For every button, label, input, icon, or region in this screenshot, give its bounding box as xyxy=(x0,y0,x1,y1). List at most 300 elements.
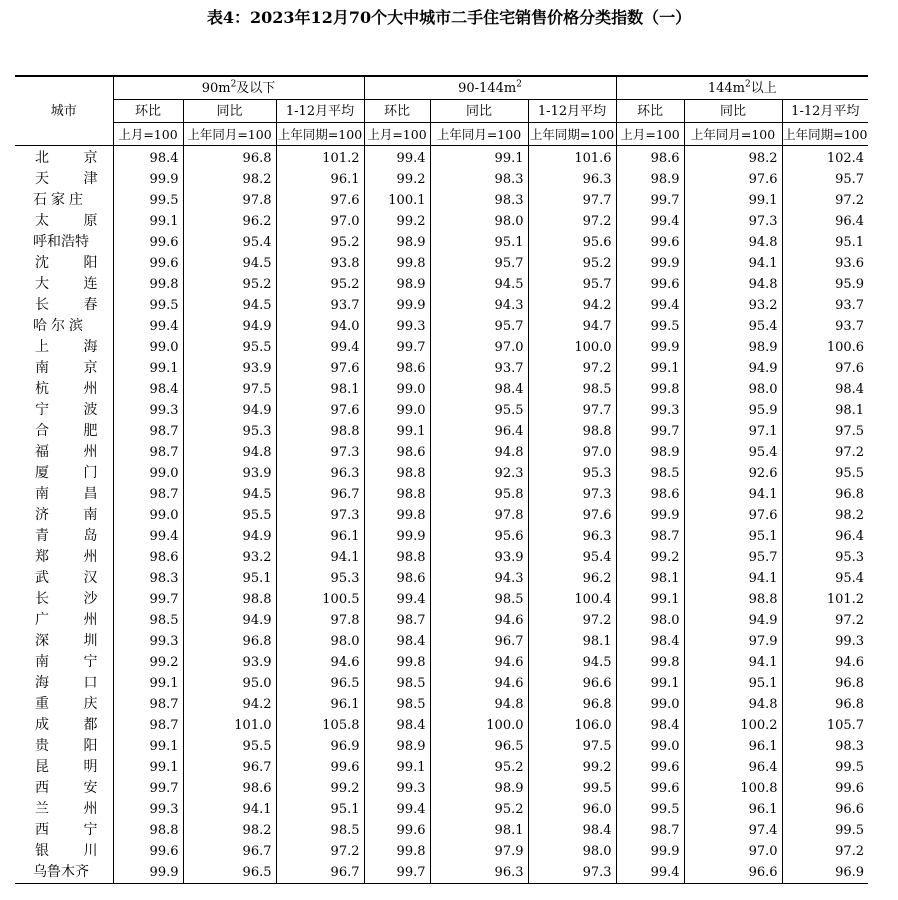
index-value: 96.4 xyxy=(684,757,782,778)
table-row xyxy=(15,799,868,820)
index-value: 98.9 xyxy=(364,736,430,757)
index-value: 106.0 xyxy=(528,715,616,736)
index-value: 99.8 xyxy=(364,652,430,673)
index-value: 99.8 xyxy=(364,253,430,274)
index-value: 94.6 xyxy=(430,673,528,694)
index-value: 97.2 xyxy=(276,841,364,862)
city-name: 杭州 xyxy=(35,381,98,397)
index-value: 99.7 xyxy=(364,337,430,358)
index-value: 98.5 xyxy=(113,610,183,631)
index-value: 95.8 xyxy=(430,484,528,505)
index-value: 94.3 xyxy=(430,568,528,589)
index-value: 98.0 xyxy=(528,841,616,862)
index-value: 99.5 xyxy=(782,820,868,841)
city-name: 哈尔滨 xyxy=(33,318,87,334)
index-value: 99.5 xyxy=(616,799,684,820)
index-value: 99.8 xyxy=(113,274,183,295)
index-value: 98.4 xyxy=(113,379,183,400)
index-value: 93.2 xyxy=(183,547,276,568)
index-value: 97.2 xyxy=(528,358,616,379)
index-value: 99.1 xyxy=(113,673,183,694)
city-name: 长沙 xyxy=(35,591,98,607)
table-row xyxy=(15,610,868,631)
index-value: 99.4 xyxy=(364,146,430,170)
index-value: 95.2 xyxy=(430,799,528,820)
index-value: 99.4 xyxy=(616,211,684,232)
index-value: 96.4 xyxy=(782,526,868,547)
index-value: 99.5 xyxy=(616,316,684,337)
index-value: 95.5 xyxy=(782,463,868,484)
table-row xyxy=(15,358,868,379)
index-value: 99.0 xyxy=(364,400,430,421)
index-value: 98.5 xyxy=(616,463,684,484)
table-row xyxy=(15,589,868,610)
index-value: 99.9 xyxy=(616,337,684,358)
table-row xyxy=(15,715,868,736)
index-value: 97.0 xyxy=(528,442,616,463)
index-value: 99.7 xyxy=(113,778,183,799)
index-value: 99.7 xyxy=(616,421,684,442)
index-value: 94.1 xyxy=(684,568,782,589)
index-value: 92.6 xyxy=(684,463,782,484)
city-name: 南宁 xyxy=(35,654,98,670)
city-name: 济南 xyxy=(35,507,98,523)
index-value: 93.6 xyxy=(782,253,868,274)
index-value: 100.0 xyxy=(430,715,528,736)
index-value: 97.8 xyxy=(276,610,364,631)
index-value: 94.5 xyxy=(183,295,276,316)
index-value: 98.8 xyxy=(684,589,782,610)
index-value: 98.6 xyxy=(183,778,276,799)
index-value: 99.1 xyxy=(113,358,183,379)
index-value: 97.2 xyxy=(782,442,868,463)
index-value: 94.9 xyxy=(183,316,276,337)
index-value: 95.9 xyxy=(684,400,782,421)
index-value: 97.5 xyxy=(528,736,616,757)
index-value: 98.1 xyxy=(276,379,364,400)
table-row xyxy=(15,862,868,884)
index-value: 96.1 xyxy=(276,694,364,715)
index-value: 98.6 xyxy=(364,568,430,589)
city-name: 成都 xyxy=(35,717,98,733)
index-value: 97.2 xyxy=(528,211,616,232)
index-value: 98.6 xyxy=(113,547,183,568)
index-value: 97.2 xyxy=(782,190,868,211)
index-value: 96.3 xyxy=(430,862,528,884)
index-value: 95.2 xyxy=(183,274,276,295)
index-value: 99.4 xyxy=(364,589,430,610)
index-value: 94.8 xyxy=(183,442,276,463)
index-value: 97.6 xyxy=(782,358,868,379)
index-value: 99.1 xyxy=(616,673,684,694)
index-value: 99.1 xyxy=(684,190,782,211)
table-row xyxy=(15,442,868,463)
index-value: 96.9 xyxy=(276,736,364,757)
base-header: 上年同月=100 xyxy=(684,123,782,146)
index-value: 97.6 xyxy=(528,505,616,526)
sub-header: 同比 xyxy=(183,100,276,123)
index-value: 98.0 xyxy=(430,211,528,232)
city-name: 宁波 xyxy=(35,402,98,418)
index-value: 95.3 xyxy=(782,547,868,568)
index-value: 96.0 xyxy=(528,799,616,820)
index-value: 99.9 xyxy=(616,841,684,862)
index-value: 94.6 xyxy=(430,610,528,631)
index-value: 99.5 xyxy=(782,757,868,778)
index-value: 98.4 xyxy=(616,715,684,736)
index-value: 105.7 xyxy=(782,715,868,736)
index-value: 94.1 xyxy=(183,799,276,820)
index-value: 99.6 xyxy=(616,757,684,778)
index-value: 96.1 xyxy=(684,799,782,820)
index-value: 96.4 xyxy=(430,421,528,442)
table-row xyxy=(15,274,868,295)
index-value: 99.7 xyxy=(113,589,183,610)
index-value: 94.1 xyxy=(684,484,782,505)
index-value: 98.8 xyxy=(364,547,430,568)
index-value: 96.6 xyxy=(684,862,782,884)
index-value: 99.7 xyxy=(364,862,430,884)
index-value: 93.2 xyxy=(684,295,782,316)
table-row xyxy=(15,400,868,421)
index-value: 99.2 xyxy=(364,211,430,232)
table-title: 表4：2023年12月70个大中城市二手住宅销售价格分类指数（一） xyxy=(206,8,692,27)
index-value: 97.3 xyxy=(528,484,616,505)
index-value: 97.4 xyxy=(684,820,782,841)
index-value: 98.9 xyxy=(364,232,430,253)
index-value: 99.1 xyxy=(430,146,528,170)
index-value: 99.4 xyxy=(276,337,364,358)
index-value: 96.7 xyxy=(276,484,364,505)
price-index-table xyxy=(15,75,868,884)
index-value: 96.8 xyxy=(782,694,868,715)
sub-header: 1-12月平均 xyxy=(782,100,868,123)
index-value: 98.2 xyxy=(183,820,276,841)
index-value: 99.1 xyxy=(113,757,183,778)
index-value: 99.3 xyxy=(616,400,684,421)
index-value: 97.5 xyxy=(183,379,276,400)
index-value: 97.6 xyxy=(684,169,782,190)
table-row xyxy=(15,484,868,505)
index-value: 97.6 xyxy=(276,358,364,379)
index-value: 94.9 xyxy=(183,400,276,421)
index-value: 99.2 xyxy=(528,757,616,778)
index-value: 99.5 xyxy=(528,778,616,799)
city-name: 广州 xyxy=(35,612,98,628)
index-value: 98.8 xyxy=(276,421,364,442)
index-value: 95.2 xyxy=(528,253,616,274)
index-value: 95.5 xyxy=(183,337,276,358)
index-value: 97.2 xyxy=(782,841,868,862)
index-value: 99.4 xyxy=(616,295,684,316)
index-value: 95.1 xyxy=(684,673,782,694)
group-header-large: $144m^2$以上 xyxy=(616,76,868,100)
index-value: 96.1 xyxy=(276,169,364,190)
table-row xyxy=(15,778,868,799)
index-value: 98.2 xyxy=(782,505,868,526)
table-row xyxy=(15,253,868,274)
index-value: 98.7 xyxy=(113,484,183,505)
city-name: 海口 xyxy=(35,675,98,691)
index-value: 94.5 xyxy=(183,484,276,505)
index-value: 98.5 xyxy=(364,694,430,715)
table-row xyxy=(15,736,868,757)
city-name: 北京 xyxy=(35,150,98,166)
base-header: 上月=100 xyxy=(616,123,684,146)
index-value: 98.3 xyxy=(782,736,868,757)
index-value: 96.4 xyxy=(782,211,868,232)
index-value: 95.4 xyxy=(183,232,276,253)
index-value: 95.7 xyxy=(430,316,528,337)
index-value: 92.3 xyxy=(430,463,528,484)
index-value: 97.0 xyxy=(430,337,528,358)
table-row xyxy=(15,295,868,316)
city-name: 沈阳 xyxy=(35,255,98,271)
index-value: 99.2 xyxy=(276,778,364,799)
index-value: 99.9 xyxy=(364,526,430,547)
index-value: 95.1 xyxy=(782,232,868,253)
index-value: 96.7 xyxy=(430,631,528,652)
table-row xyxy=(15,379,868,400)
index-value: 99.4 xyxy=(616,862,684,884)
index-value: 96.1 xyxy=(276,526,364,547)
index-value: 96.7 xyxy=(183,757,276,778)
table-row xyxy=(15,146,868,170)
index-value: 99.6 xyxy=(113,253,183,274)
index-value: 98.6 xyxy=(616,484,684,505)
index-value: 98.5 xyxy=(276,820,364,841)
index-value: 96.3 xyxy=(276,463,364,484)
index-value: 99.3 xyxy=(364,316,430,337)
index-value: 96.3 xyxy=(528,169,616,190)
index-value: 98.7 xyxy=(113,694,183,715)
index-value: 98.7 xyxy=(616,526,684,547)
index-value: 96.5 xyxy=(430,736,528,757)
index-value: 96.2 xyxy=(528,568,616,589)
index-value: 98.5 xyxy=(430,589,528,610)
city-name: 南昌 xyxy=(35,486,98,502)
index-value: 96.8 xyxy=(183,146,276,170)
city-name: 西宁 xyxy=(35,822,98,838)
index-value: 95.7 xyxy=(684,547,782,568)
table-row xyxy=(15,232,868,253)
index-value: 99.6 xyxy=(113,232,183,253)
index-value: 95.1 xyxy=(430,232,528,253)
city-name: 重庆 xyxy=(35,696,98,712)
index-value: 98.4 xyxy=(782,379,868,400)
index-value: 97.9 xyxy=(430,841,528,862)
sub-header: 1-12月平均 xyxy=(528,100,616,123)
base-header: 上年同月=100 xyxy=(430,123,528,146)
base-header: 上年同期=100 xyxy=(276,123,364,146)
index-value: 94.5 xyxy=(430,274,528,295)
city-name: 大连 xyxy=(35,276,98,292)
index-value: 99.4 xyxy=(364,799,430,820)
city-name: 乌鲁木齐 xyxy=(15,862,113,884)
index-value: 98.4 xyxy=(616,631,684,652)
index-value: 93.7 xyxy=(430,358,528,379)
index-value: 98.9 xyxy=(684,337,782,358)
index-value: 99.6 xyxy=(113,841,183,862)
index-value: 99.0 xyxy=(113,505,183,526)
table-row xyxy=(15,190,868,211)
index-value: 95.3 xyxy=(276,568,364,589)
index-value: 99.6 xyxy=(364,820,430,841)
index-value: 101.0 xyxy=(183,715,276,736)
index-value: 98.8 xyxy=(364,463,430,484)
index-value: 98.7 xyxy=(113,421,183,442)
index-value: 94.8 xyxy=(684,694,782,715)
sub-header: 环比 xyxy=(364,100,430,123)
index-value: 95.9 xyxy=(782,274,868,295)
city-name: 深圳 xyxy=(35,633,98,649)
index-value: 95.4 xyxy=(782,568,868,589)
index-value: 97.3 xyxy=(528,862,616,884)
index-value: 95.5 xyxy=(183,736,276,757)
index-value: 97.0 xyxy=(276,211,364,232)
index-value: 100.5 xyxy=(276,589,364,610)
index-value: 99.2 xyxy=(616,547,684,568)
index-value: 99.2 xyxy=(364,169,430,190)
index-value: 99.5 xyxy=(113,295,183,316)
index-value: 94.3 xyxy=(430,295,528,316)
index-value: 99.6 xyxy=(616,274,684,295)
index-value: 95.1 xyxy=(183,568,276,589)
index-value: 98.4 xyxy=(528,820,616,841)
index-value: 99.1 xyxy=(113,736,183,757)
index-value: 99.1 xyxy=(113,211,183,232)
index-value: 99.0 xyxy=(364,379,430,400)
index-value: 95.1 xyxy=(684,526,782,547)
table-row xyxy=(15,505,868,526)
group-header-medium: $90-144m^2$ xyxy=(364,76,616,100)
index-value: 97.7 xyxy=(528,190,616,211)
table-row xyxy=(15,169,868,190)
index-value: 98.3 xyxy=(430,169,528,190)
index-value: 94.8 xyxy=(430,694,528,715)
index-value: 100.1 xyxy=(364,190,430,211)
index-value: 95.7 xyxy=(430,253,528,274)
index-value: 97.7 xyxy=(528,400,616,421)
index-value: 98.6 xyxy=(616,146,684,170)
index-value: 98.7 xyxy=(616,820,684,841)
index-value: 98.0 xyxy=(616,610,684,631)
index-value: 98.7 xyxy=(364,610,430,631)
index-value: 99.1 xyxy=(364,421,430,442)
index-value: 97.6 xyxy=(276,400,364,421)
table-row xyxy=(15,316,868,337)
city-name: 福州 xyxy=(35,444,98,460)
index-value: 99.1 xyxy=(616,589,684,610)
index-value: 99.3 xyxy=(782,631,868,652)
city-column-header: 城市 xyxy=(15,76,113,146)
index-value: 98.9 xyxy=(616,169,684,190)
index-value: 100.0 xyxy=(528,337,616,358)
index-value: 97.6 xyxy=(684,505,782,526)
city-name: 贵阳 xyxy=(35,738,98,754)
index-value: 99.8 xyxy=(616,379,684,400)
index-value: 98.7 xyxy=(113,442,183,463)
index-value: 97.2 xyxy=(782,610,868,631)
index-value: 99.3 xyxy=(113,799,183,820)
index-value: 95.3 xyxy=(183,421,276,442)
index-value: 95.2 xyxy=(276,274,364,295)
index-value: 94.1 xyxy=(276,547,364,568)
index-value: 95.0 xyxy=(183,673,276,694)
index-value: 99.1 xyxy=(616,358,684,379)
index-value: 99.3 xyxy=(364,778,430,799)
index-value: 93.9 xyxy=(430,547,528,568)
index-value: 98.8 xyxy=(364,484,430,505)
table-row xyxy=(15,421,868,442)
index-value: 97.3 xyxy=(276,505,364,526)
table-row xyxy=(15,631,868,652)
index-value: 96.8 xyxy=(528,694,616,715)
index-value: 96.5 xyxy=(183,862,276,884)
index-value: 94.9 xyxy=(183,526,276,547)
index-value: 95.4 xyxy=(684,442,782,463)
index-value: 94.7 xyxy=(528,316,616,337)
index-value: 99.0 xyxy=(113,337,183,358)
base-header: 上月=100 xyxy=(113,123,183,146)
index-value: 99.0 xyxy=(113,463,183,484)
index-value: 95.1 xyxy=(276,799,364,820)
index-value: 98.9 xyxy=(616,442,684,463)
index-value: 96.8 xyxy=(782,484,868,505)
index-value: 98.8 xyxy=(113,820,183,841)
city-name: 西安 xyxy=(35,780,98,796)
index-value: 96.5 xyxy=(276,673,364,694)
index-value: 99.1 xyxy=(364,757,430,778)
base-header: 上年同期=100 xyxy=(528,123,616,146)
index-value: 99.6 xyxy=(616,232,684,253)
index-value: 94.2 xyxy=(528,295,616,316)
table-row xyxy=(15,694,868,715)
index-value: 95.7 xyxy=(782,169,868,190)
index-value: 99.6 xyxy=(782,778,868,799)
table-row xyxy=(15,841,868,862)
index-value: 99.8 xyxy=(364,505,430,526)
index-value: 98.4 xyxy=(430,379,528,400)
index-value: 98.0 xyxy=(276,631,364,652)
index-value: 97.6 xyxy=(276,190,364,211)
sub-header: 同比 xyxy=(430,100,528,123)
sub-header: 1-12月平均 xyxy=(276,100,364,123)
index-value: 97.8 xyxy=(430,505,528,526)
index-value: 93.7 xyxy=(782,316,868,337)
index-value: 102.4 xyxy=(782,146,868,170)
index-value: 99.5 xyxy=(113,190,183,211)
city-name: 南京 xyxy=(35,360,98,376)
index-value: 99.0 xyxy=(616,736,684,757)
index-value: 94.2 xyxy=(183,694,276,715)
index-value: 99.9 xyxy=(616,253,684,274)
index-value: 97.3 xyxy=(276,442,364,463)
index-value: 94.9 xyxy=(183,610,276,631)
index-value: 99.4 xyxy=(113,316,183,337)
index-value: 96.9 xyxy=(782,862,868,884)
sub-header: 环比 xyxy=(616,100,684,123)
index-value: 94.8 xyxy=(430,442,528,463)
index-value: 98.3 xyxy=(430,190,528,211)
table-row xyxy=(15,337,868,358)
index-value: 98.0 xyxy=(684,379,782,400)
group-header-small: $90m^2$及以下 xyxy=(113,76,364,100)
index-value: 100.2 xyxy=(684,715,782,736)
city-name: 厦门 xyxy=(35,465,98,481)
index-value: 94.1 xyxy=(684,253,782,274)
index-value: 94.8 xyxy=(684,274,782,295)
